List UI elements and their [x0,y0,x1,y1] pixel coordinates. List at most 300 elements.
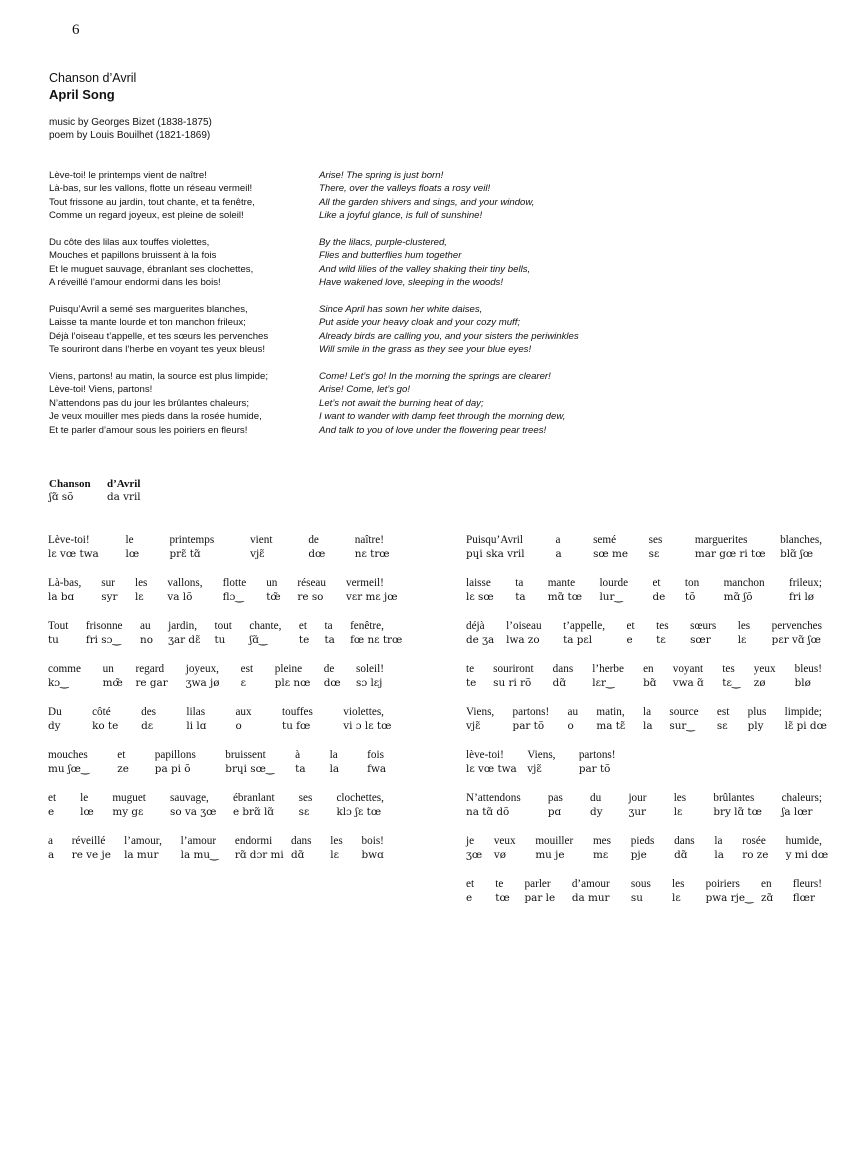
ipa-transcription: re gar [135,677,168,689]
ipa-transcription: tœ [495,892,510,904]
french-word: au [140,620,151,632]
french-word: vermeil! [346,577,384,589]
ipa-entry [48,705,392,733]
ipa-transcription: par tõ [578,763,611,775]
ipa-header [49,478,249,508]
ipa-transcription: lɛ [134,591,144,603]
french-word: dans [290,835,312,847]
ipa-entry [466,662,822,690]
ipa-entry [48,576,398,604]
ipa-transcription: lɛ [673,806,683,818]
french-word: souriront [493,663,534,675]
ipa-transcription: de ʒa [466,634,495,646]
french-word: limpide; [784,706,822,718]
ipa-transcription: fwa [367,763,387,775]
french-word: blanches, [780,534,822,546]
ipa-transcription: pɥi ska vril [466,548,525,560]
ipa-transcription: pwa rje‿ [705,892,754,904]
poem-line: Will smile in the grass as they see your blue eyes! [319,344,532,356]
french-word: t’appelle, [563,620,606,632]
ipa-transcription: my gɛ [112,806,144,818]
french-word: flotte [222,577,247,589]
ipa-transcription: fri sɔ‿ [85,634,121,646]
french-word: marguerites [694,534,748,546]
ipa-transcription: syr [101,591,118,603]
ipa-transcription: par tõ [512,720,545,732]
french-word: au [567,706,579,718]
poem-credit: poem by Louis Bouilhet (1821-1869) [49,130,211,141]
french-word: sœurs [690,620,717,632]
french-word: sous [630,878,651,890]
french-word: mante [547,577,576,589]
ipa-transcription: e brɑ̃ lɑ̃ [232,806,274,818]
ipa-transcription: la [643,720,653,732]
ipa-entry [48,619,403,647]
ipa-entry [466,791,822,819]
ipa-transcription: zø [753,677,766,689]
poem-line: Du côte des lilas aux touffes violettes, [49,237,210,249]
french-word: d’amour [571,878,610,890]
ipa-transcription: ko te [92,720,119,732]
french-word: joyeux, [185,663,219,675]
french-word: est [716,706,730,718]
ipa-transcription: ma tɛ̃ [596,720,626,732]
stanza [49,370,268,437]
ipa-transcription: vø [493,849,506,861]
poem-line: Comme un regard joyeux, est pleine de soleil! [49,210,244,222]
ipa-entry [466,705,827,733]
ipa-transcription: mɛ [592,849,609,861]
french-word: bois! [361,835,384,847]
ipa-transcription: klɔ ʃɛ tœ [336,806,382,818]
ipa-transcription: sur‿ [669,720,695,732]
ipa-transcription: ʒar dɛ̃ [168,634,201,646]
poem-line: Viens, partons! au matin, la source est plus limpide; [49,371,268,383]
ipa-transcription: ʒœ [466,849,483,861]
ipa-transcription: lɛ sœ [466,591,494,603]
ipa-transcription: de [652,591,666,603]
ipa-transcription: ʃa lœr [781,806,813,818]
french-word: et [626,620,635,632]
ipa-transcription: e [466,892,473,904]
ipa-entry [466,834,829,862]
french-word: yeux [753,663,776,675]
french-word: sur [101,577,115,589]
ipa-transcription: so va ʒœ [170,806,217,818]
french-word: Viens, [466,706,495,718]
ipa-transcription: tɛ‿ [722,677,741,689]
french-word: la [714,835,723,847]
french-word: en [643,663,654,675]
ipa-entry [48,748,387,776]
french-word: un [266,577,278,589]
french-word: clochettes, [336,792,384,804]
ipa-transcription: ply [747,720,764,732]
header-word: Chanson [49,478,91,490]
ipa-transcription: pɛr vɑ̃ ʃœ [771,634,821,646]
ipa-transcription: lœ [80,806,94,818]
ipa-transcription: ɛ [240,677,247,689]
ipa-transcription: pɑ [547,806,562,818]
ipa-transcription: nɛ trœ [354,548,390,560]
french-word: lourde [599,577,629,589]
french-word: Lève-toi! [48,534,90,546]
english-translation [319,169,579,450]
ipa-transcription: su [630,892,643,904]
french-word: fleurs! [792,878,822,890]
french-word: le [80,792,89,804]
ipa-entry [466,533,822,561]
french-word: chante, [249,620,282,632]
french-word: te [466,663,475,675]
ipa-entry [48,791,384,819]
french-word: de [323,663,335,675]
poem-line: Laisse ta mante lourde et ton manchon frileux; [49,317,246,329]
poem-line: By the lilacs, purple-clustered, [319,237,447,249]
poem-line: Là-bas, sur les vallons, flotte un réseau vermeil! [49,183,253,195]
ipa-transcription: mu ʃœ‿ [48,763,90,775]
french-word: plus [747,706,767,718]
ipa-transcription: lɛ [330,849,340,861]
ipa-transcription: da mur [571,892,610,904]
ipa-entry [466,877,822,905]
ipa-transcription: kɔ‿ [48,677,69,689]
french-word: l’oiseau [506,620,542,632]
music-credit: music by Georges Bizet (1838-1875) [49,117,212,128]
song-title-english: April Song [49,87,115,102]
ipa-transcription: flɔ‿ [222,591,244,603]
french-word: ses [298,792,313,804]
ipa-transcription: mɑ̃ tœ [547,591,582,603]
french-word: l’amour [180,835,217,847]
ipa-transcription: sœ me [593,548,628,560]
ipa-transcription: ze [117,763,129,775]
ipa-transcription: blɑ̃ ʃœ [780,548,814,560]
ipa-transcription: te [298,634,310,646]
ipa-entry [466,748,616,776]
french-word: bruissent [225,749,266,761]
french-word: réveillé [71,835,106,847]
ipa-transcription: dœ [308,548,326,560]
poem-line: Mouches et papillons bruissent à la fois [49,250,217,262]
french-word: les [673,792,687,804]
ipa-entry [466,619,822,647]
ipa-transcription: lwa zo [506,634,540,646]
ipa-transcription: e [48,806,55,818]
ipa-transcription: flœr [792,892,815,904]
ipa-transcription: o [235,720,242,732]
french-word: le [125,534,134,546]
french-word: muguet [112,792,146,804]
french-word: source [669,706,699,718]
french-word: voyant [672,663,704,675]
ipa-transcription: plɛ nœ [274,677,311,689]
ipa-transcription: sɛ [298,806,310,818]
french-word: ta [515,577,524,589]
ipa-transcription: vjɛ̃ [250,548,265,560]
ipa-transcription: mœ̃ [102,677,123,689]
french-word: papillons [154,749,196,761]
ipa-transcription: tɛ [656,634,666,646]
ipa-entry [48,834,384,862]
ipa-transcription: te [466,677,477,689]
french-word: Du [48,706,62,718]
ipa-transcription: o [567,720,574,732]
french-word: déjà [466,620,485,632]
french-word: jour [628,792,647,804]
poem-line: I want to wander with damp feet through the morning dew, [319,411,566,423]
ipa-transcription: bry lɑ̃ tœ [713,806,762,818]
french-word: partons! [512,706,550,718]
poem-line: Already birds are calling you, and your sisters the periwinkles [319,330,579,342]
ipa-transcription: tu fœ [282,720,311,732]
poem-line: Since April has sown her white daises, [319,304,483,316]
poem-line: Like a joyful glance, is full of sunshine! [319,210,483,222]
french-word: ton [684,577,700,589]
poem-line: Je veux mouiller mes pieds dans la rosée humide, [49,411,262,423]
ipa-transcription: fœ nɛ trœ [350,634,403,646]
song-title-french: Chanson d’Avril [49,71,137,85]
poem-line: Te souriront dans l’herbe en voyant tes yeux bleus! [49,344,265,356]
ipa-transcription: re so [297,591,324,603]
french-word: parler [524,878,551,890]
french-word: humide, [785,835,822,847]
header-word: d’Avril [107,478,141,490]
ipa-transcription: tœ̃ [266,591,281,603]
poem-line: Come! Let’s go! In the morning the springs are clearer! [319,371,551,383]
french-word: pleine [274,663,303,675]
french-word: endormi [234,835,273,847]
ipa-transcription: par le [524,892,556,904]
ipa-transcription: la mur [124,849,159,861]
ipa-transcription: tu [214,634,226,646]
french-word: la [329,749,338,761]
ipa-transcription: sœr [690,634,711,646]
french-word: tes [656,620,669,632]
poem-line: Arise! Come, let’s go! [319,384,410,396]
ipa-transcription: dœ [323,677,341,689]
poem-line: All the garden shivers and sings, and your window, [319,196,535,208]
french-word: frisonne [85,620,123,632]
stanza [49,169,268,223]
french-word: la [643,706,652,718]
ipa-transcription: lɛr‿ [592,677,615,689]
ipa-transcription: sɛ [648,548,660,560]
french-word: du [590,792,602,804]
ipa-transcription: lœ [125,548,140,560]
french-word: a [555,534,561,546]
french-word: je [466,835,475,847]
stanza [319,236,579,290]
french-word: a [48,835,53,847]
ipa-transcription: li lɑ [186,720,207,732]
french-word: des [141,706,157,718]
ipa-transcription: dy [590,806,603,818]
ipa-transcription: vi ɔ lɛ tœ [343,720,392,732]
french-word: côté [92,706,111,718]
poem-line: And talk to you of love under the flowering pear trees! [319,424,547,436]
ipa-transcription: ʃɑ̃‿ [249,634,268,646]
french-word: sauvage, [170,792,209,804]
ipa-transcription: ro ze [742,849,769,861]
poem-line: Déjà l’oiseau t’appelle, et tes sœurs les pervenches [49,330,269,342]
ipa-transcription: vjɛ̃ [527,763,542,775]
french-word: un [102,663,114,675]
french-word: pieds [630,835,655,847]
french-word: vient [250,534,273,546]
ipa-transcription: ʒur [628,806,646,818]
french-word: de [308,534,319,546]
french-word: printemps [169,534,215,546]
ipa-transcription: la bɑ [48,591,75,603]
french-word: les [672,878,685,890]
french-word: ta [324,620,333,632]
poem-line: Puisqu’Avril a semé ses marguerites blanches, [49,304,248,316]
french-word: fenêtre, [350,620,384,632]
french-word: te [495,878,504,890]
ipa-transcription: sɔ lɛj [356,677,383,689]
ipa-entry [466,576,822,604]
french-word: N’attendons [466,792,521,804]
poem-line: Et te parler d’amour sous les poiriers en fleurs! [49,424,248,436]
french-word: les [134,577,148,589]
poem-line: Put aside your heavy cloak and your cozy muff; [319,317,521,329]
french-word: chaleurs; [781,792,822,804]
ipa-transcription: prɛ̃ tɑ̃ [169,548,201,560]
ipa-transcription: a [555,548,562,560]
french-word: Viens, [527,749,556,761]
french-word: l’amour, [124,835,162,847]
poem-line: A réveillé l’amour endormi dans les bois! [49,277,221,289]
french-word: l’herbe [592,663,624,675]
ipa-transcription: lur‿ [599,591,623,603]
stanza [319,370,579,437]
french-word: ses [648,534,663,546]
ipa-transcription: tu [48,634,59,646]
ipa-transcription: re ve je [71,849,111,861]
ipa-transcription: su ri rõ [493,677,532,689]
ipa-entry [48,533,390,561]
french-word: violettes, [343,706,384,718]
french-word: bleus! [794,663,822,675]
french-word: manchon [723,577,765,589]
ipa-transcription: dɑ̃ [552,677,566,689]
poem-line: Lève-toi! Viens, partons! [49,384,153,396]
ipa-transcription: lɛ vœ twa [48,548,99,560]
french-word: et [48,792,57,804]
ipa-transcription: dɑ̃ [674,849,688,861]
ipa-transcription: dɛ [141,720,154,732]
poem-line: And wild lilies of the valley shaking their tiny bells, [319,263,531,275]
french-word: mouiller [535,835,574,847]
ipa-transcription: lɛ [737,634,747,646]
ipa-transcription: pa pi õ [154,763,191,775]
stanza [49,303,268,357]
ipa-transcription: blø [794,677,811,689]
ipa-transcription: rɑ̃ dɔr mi [234,849,284,861]
french-word: les [737,620,751,632]
ipa-transcription: sɛ [716,720,728,732]
french-word: rosée [742,835,766,847]
poem-line: Let’s not await the burning heat of day; [319,397,484,409]
ipa-transcription: fri lø [789,591,815,603]
stanza [49,236,268,290]
french-word: veux [493,835,516,847]
ipa-transcription: lɛ̃ pi dœ [784,720,827,732]
ipa-transcription: bɑ̃ [643,677,657,689]
french-word: lève-toi! [466,749,504,761]
french-word: aux [235,706,252,718]
french-word: et [652,577,661,589]
ipa-transcription: la [329,763,340,775]
french-word: dans [674,835,695,847]
french-word: pas [547,792,563,804]
french-word: et [298,620,307,632]
ipa-transcription: dɑ̃ [290,849,305,861]
french-word: semé [593,534,617,546]
french-word: lilas [186,706,206,718]
french-word: brûlantes [713,792,755,804]
french-word: comme [48,663,81,675]
ipa-transcription: mu je [535,849,565,861]
french-word: naître! [354,534,384,546]
french-word: soleil! [356,663,384,675]
ipa-transcription: a [48,849,55,861]
french-word: et [466,878,475,890]
french-word: touffes [282,706,313,718]
ipa-transcription: no [140,634,153,646]
french-word: est [240,663,254,675]
ipa-entry [48,662,384,690]
ipa-transcription: e [626,634,633,646]
french-word: mes [592,835,612,847]
french-word: Puisqu’Avril [466,534,523,546]
french-word: jardin, [168,620,197,632]
french-word: réseau [297,577,326,589]
ipa-transcription: vɛr mɛ jœ [346,591,398,603]
ipa-transcription: ta [295,763,306,775]
stanza [319,303,579,357]
ipa-transcription: va lõ [167,591,193,603]
ipa-transcription: mar gœ ri tœ [694,548,766,560]
poem-line: Have wakened love, sleeping in the woods! [319,277,503,289]
french-word: dans [552,663,574,675]
french-word: mouches [48,749,88,761]
french-word: poiriers [705,878,740,890]
french-word: tes [722,663,735,675]
ipa-transcription: tõ [684,591,696,603]
header-ipa: da vril [107,491,141,503]
ipa-transcription: dy [48,720,61,732]
poem-line: Tout frissone au jardin, tout chante, et ta fenêtre, [49,196,255,208]
french-word: fois [367,749,384,761]
ipa-transcription: bwɑ [361,849,384,861]
french-word: partons! [578,749,616,761]
ipa-transcription: ta pɛl [563,634,593,646]
ipa-transcription: lɛ vœ twa [466,763,517,775]
poem-line: Et le muguet sauvage, ébranlant ses clochettes, [49,263,254,275]
poem-line: There, over the valleys floats a rosy veil! [319,183,491,195]
french-word: ébranlant [232,792,275,804]
french-word: en [761,878,772,890]
french-word: laisse [466,577,491,589]
french-poem [49,169,268,450]
ipa-transcription: brɥi sœ‿ [225,763,275,775]
ipa-transcription: y mi dœ [785,849,829,861]
french-word: Là-bas, [48,577,82,589]
poem-line: Arise! The spring is just born! [319,170,444,181]
poem-line: Flies and butterflies hum together [319,250,462,262]
